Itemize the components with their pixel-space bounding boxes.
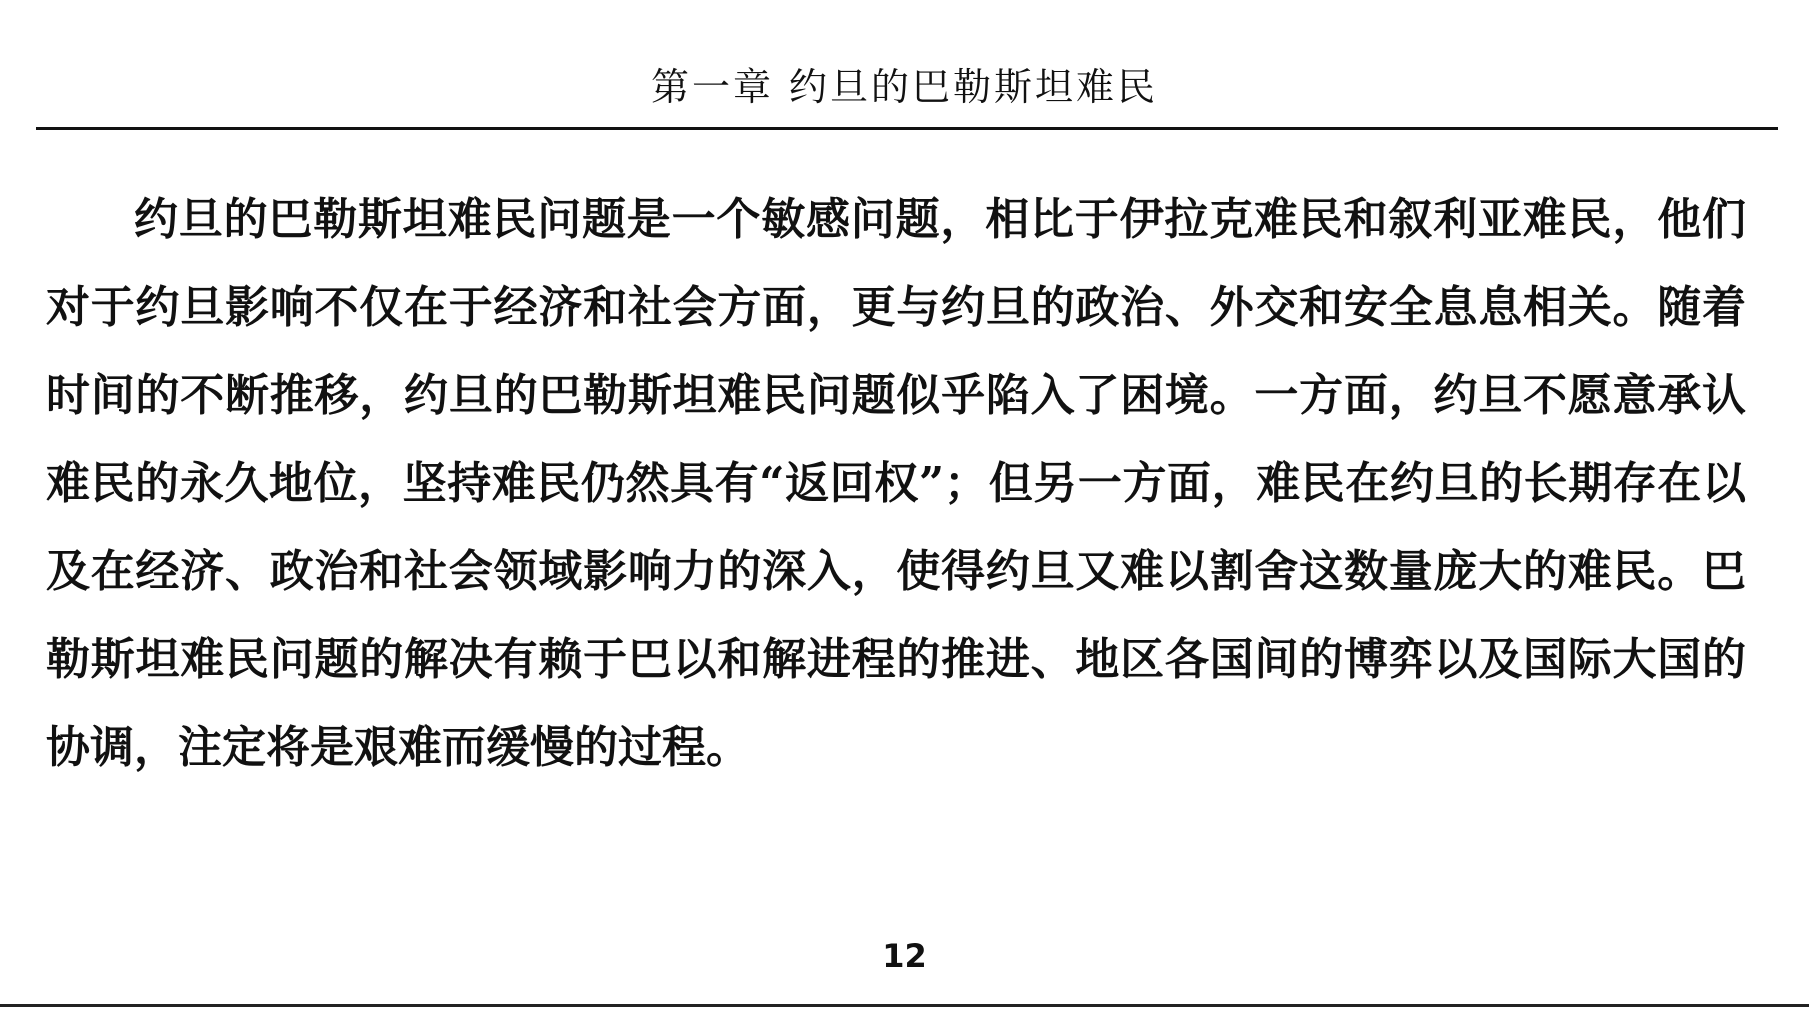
header-divider [36,127,1778,130]
page-number: 12 [882,937,927,975]
body-paragraph: 约旦的巴勒斯坦难民问题是一个敏感问题，相比于伊拉克难民和叙利亚难民，他们对于约旦影响不仅在于经济和社会方面，更与约旦的政治、外交和安全息息相关。随着时间的不断推移，约旦的巴勒斯坦难民问题似乎陷入了困境。一方面，约旦不愿意承认难民的永久地位，坚持难民仍然具有“返回权”；但另一方面，难民在约旦的长期存在以及在经济、政治和社会领域影响力的深入，使得约旦又难以割舍这数量庞大的难民。巴勒斯坦难民问题的解决有赖于巴以和解进程的推进、地区各国间的博弈以及国际大国的协调，注定将是艰难而缓慢的过程。 [46,194,1746,773]
footer-divider [0,1004,1809,1007]
chapter-header: 第一章 约旦的巴勒斯坦难民 [650,65,1159,109]
